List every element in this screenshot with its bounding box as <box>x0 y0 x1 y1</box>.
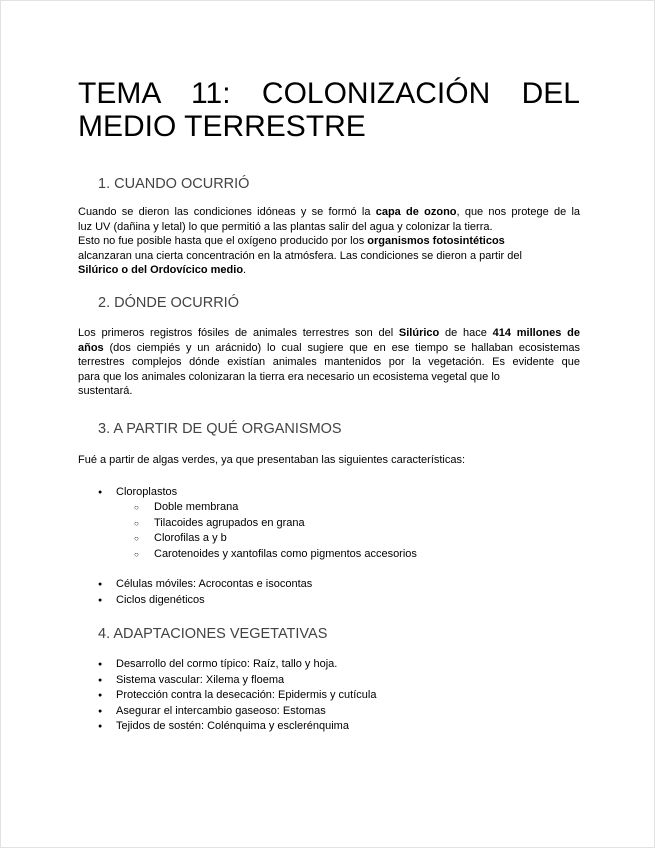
list-item: ● Protección contra la desecación: Epidermis y cutícula <box>78 688 578 704</box>
section-4-list <box>78 657 578 735</box>
section-3-sublist <box>78 500 578 562</box>
section-2-line-3: terrestres complejos dónde existían animales mantenidos por la vegetación. Es evidente que <box>78 356 580 369</box>
sublist-item: ○ Doble membrana <box>78 500 578 516</box>
sublist-item: ○ Clorofilas a y b <box>78 531 578 547</box>
list-item: ● Células móviles: Acrocontas e isocontas <box>78 577 578 593</box>
title-line-2: MEDIO TERRESTRE <box>78 110 366 143</box>
section-2-line-5: sustentará. <box>78 385 133 398</box>
sublist-item: ○ Tilacoides agrupados en grana <box>78 516 578 532</box>
section-3-list-continued <box>78 577 578 608</box>
list-item: ● Tejidos de sostén: Colénquima y esclerénquima <box>78 719 578 735</box>
section-2-line-2: años (dos ciempiés y un arácnido) lo cual sugiere que en ese tiempo se hallaban ecosistemas <box>78 341 580 354</box>
list-item: ● Cloroplastos <box>78 485 578 501</box>
section-1-line-4: alcanzaran una cierta concentración en la atmósfera. Las condiciones se dieron a partir del <box>78 249 522 262</box>
section-1-paragraph <box>78 205 580 278</box>
section-1-line-5: Silúrico o del Ordovícico medio. <box>78 264 247 277</box>
list-item: ● Ciclos digenéticos <box>78 593 578 609</box>
section-2-paragraph <box>78 326 580 399</box>
section-1-line-2: luz UV (dañina y letal) lo que permitió a las plantas salir del agua y colonizar la tierra. <box>78 220 493 233</box>
document-title <box>78 77 580 143</box>
section-3-intro: Fué a partir de algas verdes, ya que presentaban las siguientes características: <box>78 454 466 466</box>
section-1-line-3: Esto no fue posible hasta que el oxígeno producido por los organismos fotosintéticos <box>78 235 505 248</box>
sublist-item: ○ Carotenoides y xantofilas como pigmentos accesorios <box>78 547 578 563</box>
section-1-line-1: Cuando se dieron las condiciones idóneas y se formó la capa de ozono, que nos protege de la <box>78 206 581 218</box>
title-line-1: TEMA 11: COLONIZACIÓN DEL <box>78 77 580 110</box>
list-item: ● Desarrollo del cormo típico: Raíz, tallo y hoja. <box>78 657 578 673</box>
section-2-line-4: para que los animales colonizaran la tierra era necesario un ecosistema vegetal que lo <box>78 370 500 383</box>
section-3-list <box>78 485 578 501</box>
section-4-heading: 4. ADAPTACIONES VEGETATIVAS <box>98 626 328 642</box>
section-2-line-1: Los primeros registros fósiles de animales terrestres son del Silúrico de hace 414 millones de <box>78 327 580 339</box>
list-item: ● Asegurar el intercambio gaseoso: Estomas <box>78 704 578 720</box>
section-3-heading: 3. A PARTIR DE QUÉ ORGANISMOS <box>98 421 342 437</box>
list-item: ● Sistema vascular: Xilema y floema <box>78 673 578 689</box>
section-2-heading: 2. DÓNDE OCURRIÓ <box>98 295 239 311</box>
section-1-heading: 1. CUANDO OCURRIÓ <box>98 176 250 192</box>
